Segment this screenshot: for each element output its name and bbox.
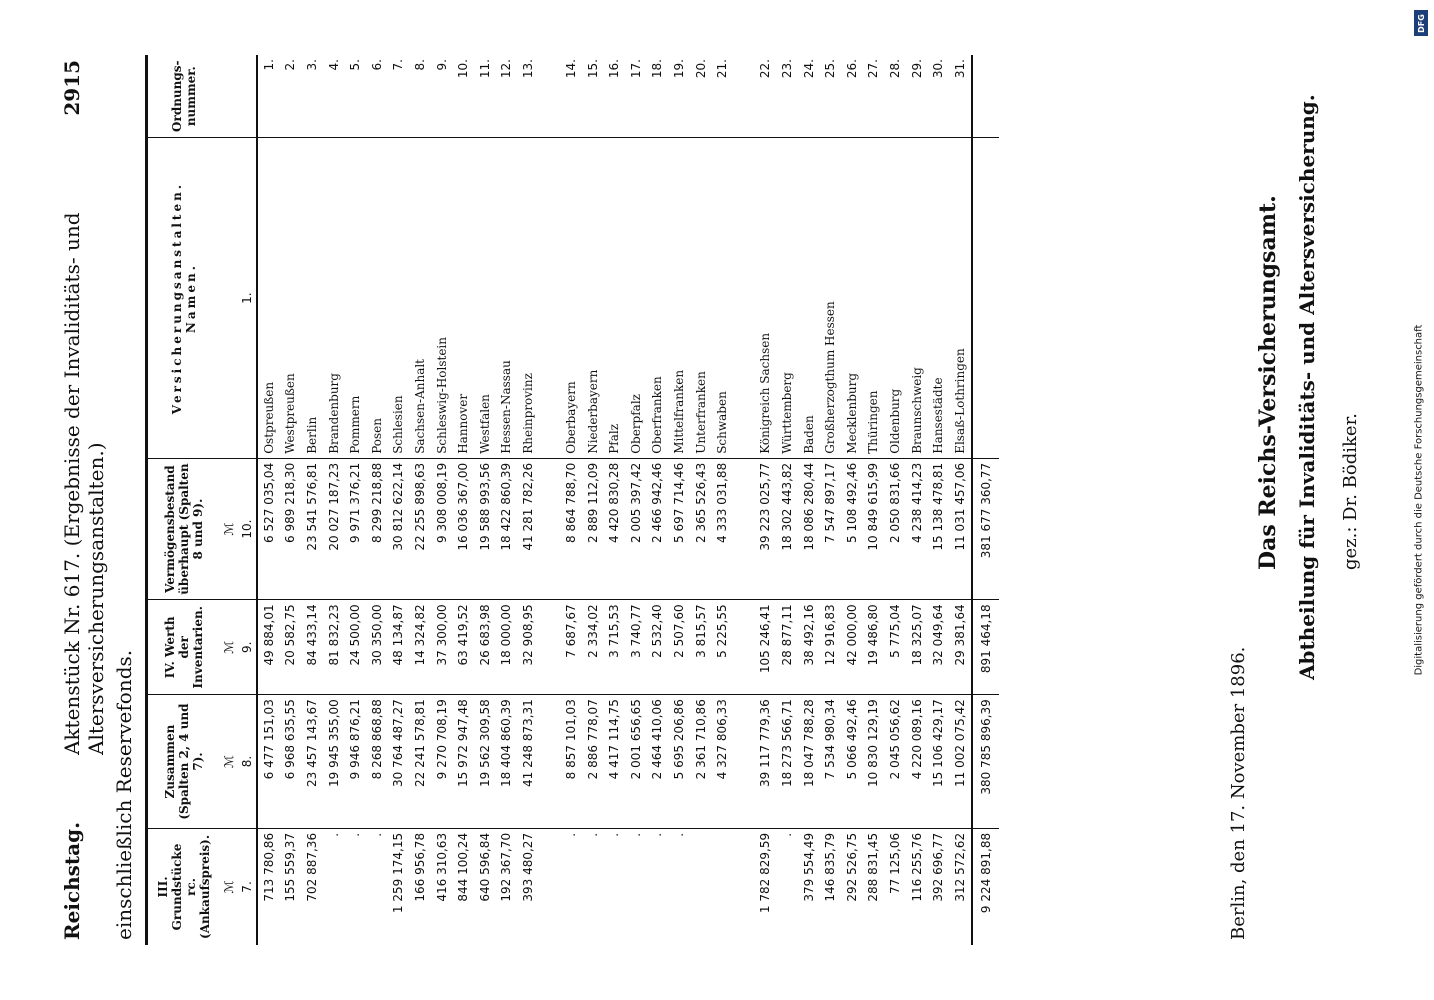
cell-name: Westpreußen xyxy=(280,138,302,458)
cell-col9: 7 687,67 xyxy=(560,600,582,695)
cell-col9: 5 775,04 xyxy=(884,600,906,695)
cell-ord: 27. xyxy=(863,55,885,138)
cell-col10: 2 005 397,42 xyxy=(625,458,647,600)
cell-col7 xyxy=(711,828,733,945)
cell-col9: 38 492,16 xyxy=(798,600,820,695)
cell-col10: 5 697 714,46 xyxy=(668,458,690,600)
cell-col8: 4 417 114,75 xyxy=(604,695,626,829)
cell-name: Sachsen-Anhalt xyxy=(409,138,431,458)
cell-col8: 2 361 710,86 xyxy=(690,695,712,829)
cell-col8: 15 972 947,48 xyxy=(452,695,474,829)
cell-ord: 21. xyxy=(711,55,733,138)
cell-col10: 2 889 112,09 xyxy=(582,458,604,600)
cell-col9: 5 225,55 xyxy=(711,600,733,695)
cell-ord: 14. xyxy=(560,55,582,138)
table-row xyxy=(798,55,820,945)
cell-col8: 7 534 980,34 xyxy=(819,695,841,829)
col8-number: 8. xyxy=(238,695,257,829)
col9-header: IV. Werth der Inventarien. xyxy=(147,600,221,695)
table-row xyxy=(431,55,453,945)
total-col9: 891 464,18 xyxy=(972,600,999,695)
header-left: Reichstag. xyxy=(60,821,84,940)
funding-note: Digitalisierung gefördert durch die Deutsche Forschungsgemeinschaft xyxy=(1413,324,1425,676)
total-col7: 9 224 891,88 xyxy=(972,828,999,945)
cell-col7: . xyxy=(672,832,687,837)
cell-col9: 3 815,57 xyxy=(690,600,712,695)
cell-ord: 9. xyxy=(431,55,453,138)
cell-col9: 3 740,77 xyxy=(625,600,647,695)
cell-col10: 8 299 218,88 xyxy=(366,458,388,600)
cell-col10: 2 365 526,43 xyxy=(690,458,712,600)
cell-col9: 32 908,95 xyxy=(517,600,539,695)
cell-col8: 11 002 075,42 xyxy=(949,695,972,829)
cell-ord: 16. xyxy=(604,55,626,138)
cell-col9: 18 325,07 xyxy=(906,600,928,695)
cell-col8: 2 886 778,07 xyxy=(582,695,604,829)
cell-col9: 105 246,41 xyxy=(755,600,777,695)
cell-col8: 9 270 708,19 xyxy=(431,695,453,829)
cell-ord: 20. xyxy=(690,55,712,138)
subtitle: einschließlich Reservefonds. xyxy=(112,649,136,940)
table-row xyxy=(474,55,496,945)
table-row xyxy=(366,55,388,945)
gap-cell xyxy=(733,600,755,695)
footer-date: Berlin, den 17. November 1896. xyxy=(1228,646,1249,940)
cell-col9: 81 832,23 xyxy=(323,600,345,695)
gap-cell xyxy=(733,458,755,600)
cell-col10: 41 281 782,26 xyxy=(517,458,539,600)
cell-col8: 19 562 309,58 xyxy=(474,695,496,829)
cell-name: Oberpfalz xyxy=(625,138,647,458)
cell-col9: 12 916,83 xyxy=(819,600,841,695)
cell-col8: 18 047 788,28 xyxy=(798,695,820,829)
cell-col7: 844 100,24 xyxy=(456,832,471,902)
cell-col7: 379 554,49 xyxy=(801,832,816,902)
cell-name: Mecklenburg xyxy=(841,138,863,458)
cell-col9: 20 582,75 xyxy=(280,600,302,695)
col10-unit: ℳ xyxy=(220,458,238,600)
cell-col7: 713 780,86 xyxy=(261,832,276,902)
name-header: Namen. xyxy=(184,263,198,334)
cell-col7: 166 956,78 xyxy=(412,832,427,902)
cell-col9: 63 419,52 xyxy=(452,600,474,695)
cell-col7 xyxy=(690,828,712,945)
cell-name: Niederbayern xyxy=(582,138,604,458)
cell-ord: 8. xyxy=(409,55,431,138)
cell-col8: 9 946 876,21 xyxy=(344,695,366,829)
dfg-logo-text: DFG xyxy=(1416,13,1426,33)
col8-unit: ℳ xyxy=(220,695,238,829)
cell-col8: 6 477 151,03 xyxy=(257,695,280,829)
totals-row xyxy=(972,55,999,945)
cell-col9: 18 000,00 xyxy=(496,600,518,695)
dfg-logo xyxy=(1414,10,1428,36)
cell-col7: 292 526,75 xyxy=(844,832,859,902)
cell-name: Hansestädte xyxy=(927,138,949,458)
table-row xyxy=(841,55,863,945)
table-row xyxy=(668,55,690,945)
cell-ord: 22. xyxy=(755,55,777,138)
cell-col10: 16 036 367,00 xyxy=(452,458,474,600)
cell-ord: 13. xyxy=(517,55,539,138)
department: Abtheilung für Invaliditäts- und Altersversicherung. xyxy=(1295,94,1319,680)
cell-ord: 11. xyxy=(474,55,496,138)
cell-col9: 37 300,00 xyxy=(431,600,453,695)
cell-col8: 2 001 656,65 xyxy=(625,695,647,829)
cell-col7: 288 831,45 xyxy=(866,832,881,902)
col9-unit: ℳ xyxy=(220,600,238,695)
cell-col9: 2 507,60 xyxy=(668,600,690,695)
cell-col9: 19 486,80 xyxy=(863,600,885,695)
cell-col8: 23 457 143,67 xyxy=(301,695,323,829)
cell-col9: 14 324,82 xyxy=(409,600,431,695)
cell-col7: . xyxy=(650,832,665,837)
table-row xyxy=(301,55,323,945)
cell-col8: 18 404 860,39 xyxy=(496,695,518,829)
table-row xyxy=(884,55,906,945)
gap-cell xyxy=(733,828,755,945)
page-header xyxy=(60,60,108,940)
cell-name: Hannover xyxy=(452,138,474,458)
cell-ord: 28. xyxy=(884,55,906,138)
cell-name: Schlesien xyxy=(388,138,410,458)
ord-number xyxy=(238,55,257,138)
gap-cell xyxy=(539,55,561,138)
cell-col8: 6 968 635,55 xyxy=(280,695,302,829)
cell-name: Elsaß-Lothringen xyxy=(949,138,972,458)
cell-col10: 2 466 942,46 xyxy=(647,458,669,600)
total-name xyxy=(972,138,999,458)
cell-col8: 15 106 429,17 xyxy=(927,695,949,829)
cell-name: Berlin xyxy=(301,138,323,458)
cell-col10: 19 588 993,56 xyxy=(474,458,496,600)
cell-name: Ostpreußen xyxy=(257,138,280,458)
cell-col8: 10 830 129,19 xyxy=(863,695,885,829)
table-row xyxy=(280,55,302,945)
cell-col7: . xyxy=(326,832,341,837)
cell-col7: 312 572,62 xyxy=(952,832,967,902)
cell-col9: 2 532,40 xyxy=(647,600,669,695)
cell-col10: 18 422 860,39 xyxy=(496,458,518,600)
cell-col8: 39 117 779,36 xyxy=(755,695,777,829)
cell-ord: 31. xyxy=(949,55,972,138)
cell-col8: 4 220 089,16 xyxy=(906,695,928,829)
col9-number: 9. xyxy=(238,600,257,695)
cell-col10: 4 333 031,88 xyxy=(711,458,733,600)
table-row xyxy=(755,55,777,945)
cell-name: Württemberg xyxy=(776,138,798,458)
cell-col9: 2 334,02 xyxy=(582,600,604,695)
col10-header: Vermögensbestand überhaupt (Spalten 8 und 9). xyxy=(147,458,221,600)
cell-col10: 9 308 008,19 xyxy=(431,458,453,600)
cell-name: Schwaben xyxy=(711,138,733,458)
cell-col7: 416 310,63 xyxy=(434,832,449,902)
cell-col8: 18 273 566,71 xyxy=(776,695,798,829)
cell-ord: 23. xyxy=(776,55,798,138)
table-row xyxy=(949,55,972,945)
cell-ord: 29. xyxy=(906,55,928,138)
table-row xyxy=(927,55,949,945)
cell-col8: 4 327 806,33 xyxy=(711,695,733,829)
cell-ord: 5. xyxy=(344,55,366,138)
gap-cell xyxy=(539,695,561,829)
table-row xyxy=(776,55,798,945)
cell-ord: 7. xyxy=(388,55,410,138)
table-gap-row xyxy=(539,55,561,945)
cell-col8: 2 045 056,62 xyxy=(884,695,906,829)
cell-name: Oberfranken xyxy=(647,138,669,458)
cell-name: Mittelfranken xyxy=(668,138,690,458)
col10-number: 10. xyxy=(238,458,257,600)
gap-cell xyxy=(733,138,755,458)
table-row xyxy=(496,55,518,945)
cell-col10: 6 527 035,04 xyxy=(257,458,280,600)
gap-cell xyxy=(539,138,561,458)
cell-col10: 9 971 376,21 xyxy=(344,458,366,600)
table-row xyxy=(819,55,841,945)
col7-unit: ℳ xyxy=(222,880,236,894)
cell-col7: 146 835,79 xyxy=(823,832,838,902)
cell-ord: 6. xyxy=(366,55,388,138)
cell-ord: 17. xyxy=(625,55,647,138)
group-header: Versicherungsanstalten. xyxy=(170,181,184,415)
cell-col10: 23 541 576,81 xyxy=(301,458,323,600)
ord-header: Ordnungs- nummer. xyxy=(147,55,221,138)
cell-ord: 15. xyxy=(582,55,604,138)
cell-name: Pfalz xyxy=(604,138,626,458)
cell-col9: 29 381,64 xyxy=(949,600,972,695)
cell-name: Oldenburg xyxy=(884,138,906,458)
cell-col10: 5 108 492,46 xyxy=(841,458,863,600)
cell-col8: 2 464 410,06 xyxy=(647,695,669,829)
cell-col10: 8 864 788,70 xyxy=(560,458,582,600)
cell-col7: . xyxy=(564,832,579,837)
cell-name: Thüringen xyxy=(863,138,885,458)
table-row xyxy=(906,55,928,945)
cell-col8: 5 066 492,46 xyxy=(841,695,863,829)
col7-header: III. Grundstücke rc. (Ankaufspreis). xyxy=(147,828,221,945)
header-title: Aktenstück Nr. 617. (Ergebnisse der Invaliditäts- und Altersversicherungsanstalten.) xyxy=(60,212,108,755)
cell-ord: 2. xyxy=(280,55,302,138)
cell-name: Westfalen xyxy=(474,138,496,458)
table-row xyxy=(647,55,669,945)
cell-name: Königreich Sachsen xyxy=(755,138,777,458)
gap-cell xyxy=(733,55,755,138)
table-row xyxy=(625,55,647,945)
cell-ord: 24. xyxy=(798,55,820,138)
total-ord xyxy=(972,55,999,138)
table-row xyxy=(452,55,474,945)
cell-ord: 12. xyxy=(496,55,518,138)
table-row xyxy=(388,55,410,945)
cell-col8: 8 857 101,03 xyxy=(560,695,582,829)
authority: Das Reichs-Versicherungsamt. xyxy=(1255,195,1281,570)
cell-col10: 4 238 414,23 xyxy=(906,458,928,600)
cell-name: Baden xyxy=(798,138,820,458)
cell-ord: 26. xyxy=(841,55,863,138)
cell-ord: 1. xyxy=(257,55,280,138)
cell-ord: 10. xyxy=(452,55,474,138)
cell-col7: . xyxy=(607,832,622,837)
cell-col10: 18 302 443,82 xyxy=(776,458,798,600)
cell-col7: 640 596,84 xyxy=(477,832,492,902)
col1-header xyxy=(147,138,221,458)
cell-col7: . xyxy=(348,832,363,837)
table-row xyxy=(409,55,431,945)
cell-name: Unterfranken xyxy=(690,138,712,458)
total-col8: 380 785 896,39 xyxy=(972,695,999,829)
cell-col9: 32 049,64 xyxy=(927,600,949,695)
cell-ord: 3. xyxy=(301,55,323,138)
signature: gez.: Dr. Bödiker. xyxy=(1340,413,1361,570)
cell-ord: 25. xyxy=(819,55,841,138)
cell-col10: 6 989 218,30 xyxy=(280,458,302,600)
cell-col10: 30 812 622,14 xyxy=(388,458,410,600)
cell-name: Pommern xyxy=(344,138,366,458)
cell-col10: 2 050 831,66 xyxy=(884,458,906,600)
cell-col9: 26 683,98 xyxy=(474,600,496,695)
ord-unit xyxy=(220,55,238,138)
cell-name: Posen xyxy=(366,138,388,458)
cell-col8: 41 248 873,31 xyxy=(517,695,539,829)
table-row xyxy=(257,55,280,945)
cell-col7: . xyxy=(369,832,384,837)
cell-name: Hessen-Nassau xyxy=(496,138,518,458)
col8-header: Zusammen (Spalten 2, 4 und 7). xyxy=(147,695,221,829)
cell-col7: . xyxy=(780,832,795,837)
cell-col8: 5 695 206,86 xyxy=(668,695,690,829)
cell-ord: 19. xyxy=(668,55,690,138)
cell-col8: 8 268 868,88 xyxy=(366,695,388,829)
cell-col7: 1 782 829,59 xyxy=(758,832,773,914)
cell-col7: . xyxy=(585,832,600,837)
cell-col10: 39 223 025,77 xyxy=(755,458,777,600)
cell-col7: 1 259 174,15 xyxy=(391,832,406,914)
table-row xyxy=(344,55,366,945)
table-gap-row xyxy=(733,55,755,945)
table-row xyxy=(323,55,345,945)
total-col10: 381 677 360,77 xyxy=(972,458,999,600)
cell-name: Rheinprovinz xyxy=(517,138,539,458)
cell-col10: 4 420 830,28 xyxy=(604,458,626,600)
cell-col9: 42 000,00 xyxy=(841,600,863,695)
gap-cell xyxy=(733,695,755,829)
cell-col7: 192 367,70 xyxy=(499,832,514,902)
cell-col9: 28 877,11 xyxy=(776,600,798,695)
cell-col7: 116 255,76 xyxy=(909,832,924,902)
cell-ord: 30. xyxy=(927,55,949,138)
cell-name: Braunschweig xyxy=(906,138,928,458)
results-table xyxy=(145,55,999,945)
table-body xyxy=(257,55,972,945)
cell-col10: 10 849 615,99 xyxy=(863,458,885,600)
cell-col7: 393 480,27 xyxy=(520,832,535,902)
cell-col7: 155 559,37 xyxy=(283,832,298,902)
table-row xyxy=(690,55,712,945)
cell-col10: 20 027 187,23 xyxy=(323,458,345,600)
cell-col10: 22 255 898,63 xyxy=(409,458,431,600)
cell-col7: 702 887,36 xyxy=(304,832,319,902)
cell-name: Oberbayern xyxy=(560,138,582,458)
col1-number: 1. xyxy=(238,138,257,458)
cell-col10: 18 086 280,44 xyxy=(798,458,820,600)
gap-cell xyxy=(539,600,561,695)
cell-name: Brandenburg xyxy=(323,138,345,458)
cell-col8: 19 945 355,00 xyxy=(323,695,345,829)
col7-number: 7. xyxy=(238,828,257,945)
cell-col8: 22 241 578,81 xyxy=(409,695,431,829)
cell-name: Schleswig-Holstein xyxy=(431,138,453,458)
col1-unit xyxy=(220,138,238,458)
cell-col9: 49 884,01 xyxy=(257,600,280,695)
cell-name: Großherzogthum Hessen xyxy=(819,138,841,458)
cell-col7: . xyxy=(628,832,643,837)
cell-col9: 84 433,14 xyxy=(301,600,323,695)
table-row xyxy=(560,55,582,945)
table-row xyxy=(604,55,626,945)
gap-cell xyxy=(539,828,561,945)
cell-col9: 48 134,87 xyxy=(388,600,410,695)
cell-col9: 30 350,00 xyxy=(366,600,388,695)
cell-col10: 15 138 478,81 xyxy=(927,458,949,600)
cell-col7: 77 125,06 xyxy=(888,832,903,894)
cell-col9: 24 500,00 xyxy=(344,600,366,695)
cell-ord: 4. xyxy=(323,55,345,138)
cell-col9: 3 715,53 xyxy=(604,600,626,695)
cell-col10: 7 547 897,17 xyxy=(819,458,841,600)
table-row xyxy=(711,55,733,945)
table-row xyxy=(863,55,885,945)
page-number: 2915 xyxy=(60,60,84,116)
table-row xyxy=(582,55,604,945)
gap-cell xyxy=(539,458,561,600)
cell-ord: 18. xyxy=(647,55,669,138)
cell-col8: 30 764 487,27 xyxy=(388,695,410,829)
cell-col7: 392 696,77 xyxy=(931,832,946,902)
table-row xyxy=(517,55,539,945)
cell-col10: 11 031 457,06 xyxy=(949,458,972,600)
